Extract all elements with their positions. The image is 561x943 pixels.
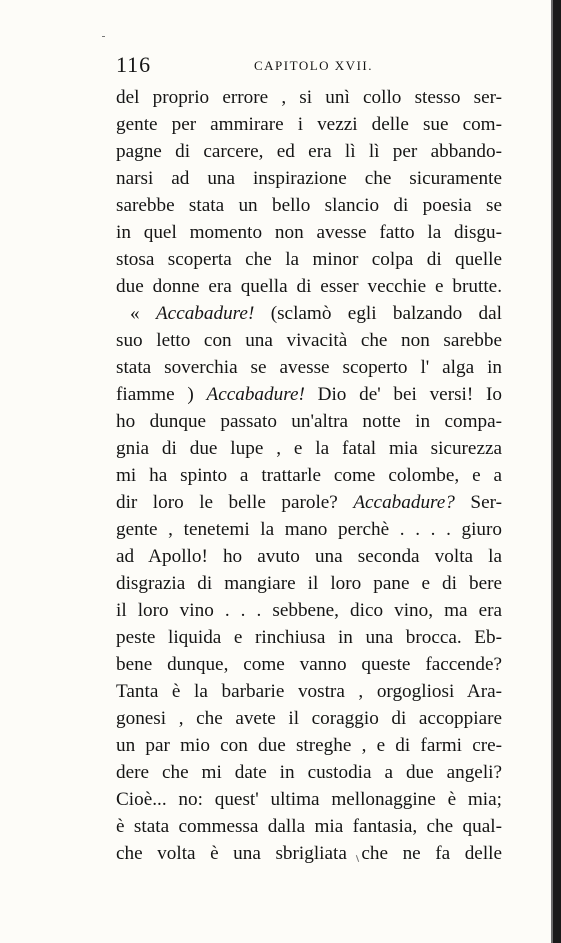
text-line: sarebbe stata un bello slancio di poesia se — [116, 195, 502, 216]
text-line: che volta è una sbrigliata che ne fa delle — [116, 843, 502, 864]
page-number: 116 — [116, 52, 152, 77]
text-line: Cioè... no: quest' ultima mellonaggine è mia; — [116, 789, 502, 810]
text-line: bene dunque, come vanno queste faccende? — [116, 654, 502, 675]
text-line: il loro vino . . . sebbene, dico vino, ma era — [116, 600, 502, 621]
text-line: gonesi , che avete il coraggio di accoppiare — [116, 708, 502, 729]
text-line: stosa scoperta che la minor colpa di quelle — [116, 249, 502, 270]
text-line: in quel momento non avesse fatto la disgu- — [116, 222, 502, 243]
text-line: gente , tenetemi la mano perchè . . . . giuro — [116, 519, 502, 540]
text-line: gnia di due lupe , e la fatal mia sicurezza — [116, 438, 502, 459]
text-line: narsi ad una inspirazione che sicuramente — [116, 168, 502, 189]
text-line: suo letto con una vivacità che non sarebbe — [116, 330, 502, 351]
running-head: CAPITOLO XVII. — [254, 58, 373, 73]
text-line: gente per ammirare i vezzi delle sue com- — [116, 114, 502, 135]
text-line: dir loro le belle parole? Accabadure? Ser- — [116, 492, 502, 513]
text-line: mi ha spinto a trattarle come colombe, e a — [116, 465, 502, 486]
text-line: peste liquida e rinchiusa in una brocca. Eb- — [116, 627, 502, 648]
page-header — [116, 52, 502, 78]
text-line: fiamme ) Accabadure! Dio de' bei versi! Io — [116, 384, 502, 405]
text-line: dere che mi date in custodia a due angeli? — [116, 762, 502, 783]
text-line: Tanta è la barbarie vostra , orgogliosi Ara- — [116, 681, 502, 702]
text-line: pagne di carcere, ed era lì lì per abbando- — [116, 141, 502, 162]
body-text — [116, 84, 502, 867]
text-line: stata soverchia se avesse scoperto l' alga in — [116, 357, 502, 378]
page-edge — [553, 0, 561, 943]
italic-word: Accabadure! — [206, 384, 305, 405]
text-line: è stata commessa dalla mia fantasia, che qual- — [116, 816, 502, 837]
text-line: del proprio errore , si unì collo stesso ser- — [116, 87, 502, 108]
text-line: due donne era quella di esser vecchie e brutte. — [116, 276, 502, 297]
text-line: disgrazia di mangiare il loro pane e di bere — [116, 573, 502, 594]
text-line: ho dunque passato un'altra notte in compa- — [116, 411, 502, 432]
text-line: un par mio con due streghe , e di farmi cre- — [116, 735, 502, 756]
text-line: « Accabadure! (sclamò egli balzando dal — [130, 303, 502, 324]
text-line: ad Apollo! ho avuto una seconda volta la — [116, 546, 502, 567]
italic-word: Accabadure? — [353, 492, 455, 513]
italic-word: Accabadure! — [155, 303, 255, 324]
scan-speck — [102, 36, 105, 37]
